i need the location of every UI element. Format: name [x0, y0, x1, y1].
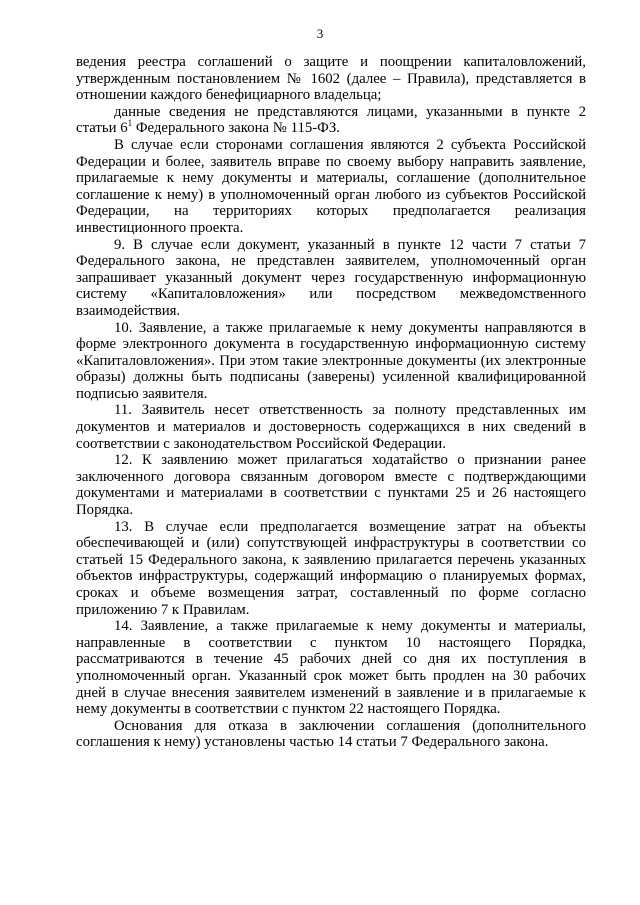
page-number: 3	[316, 26, 324, 41]
paragraph-item-11: 11. Заявитель несет ответственность за полноту представленных им документов и материалов и достоверность содержащихся в них сведений в соответствии с законодательством Российской Федерации.	[76, 402, 586, 452]
paragraph-item-14: 14. Заявление, а также прилагаемые к нему документы и материалы, направленные в соответствии с пунктом 10 настоящего Порядка, рассматриваются в течение 45 рабочих дней со дня их поступления в уполномоченный орган. Указанный срок может быть продлен на 30 рабочих дней в случае внесения заявителем изменений в заявление и в прилагаемые к нему документы в соответствии с пунктом 22 настоящего Порядка.	[76, 618, 586, 718]
paragraph-item-12: 12. К заявлению может прилагаться ходатайство о признании ранее заключенного договора связанным договором вместе с подтверждающими документами и материалами в соответствии с пунктами 25 и 26 настоящего Порядка.	[76, 452, 586, 519]
paragraph-item-9: 9. В случае если документ, указанный в пункте 12 части 7 статьи 7 Федерального закона, не представлен заявителем, уполномоченный орган запрашивает указанный документ через государственную информационную систему «Капиталовложения» или посредством межведомственного взаимодействия.	[76, 236, 586, 319]
superscript-article-index: 1	[127, 118, 133, 129]
paragraph-item-10: 10. Заявление, а также прилагаемые к нему документы направляются в форме электронного документа в государственную информационную систему «Капиталовложения». При этом такие электронные документы (их электронные образы) должны быть подписаны (заверены) усиленной квалифицированной подписью заявителя.	[76, 319, 586, 402]
paragraph-registry-continuation: ведения реестра соглашений о защите и поощрении капиталовложений, утвержденным постановлением № 1602 (далее – Правила), представляется в отношении каждого бенефициарного владельца;	[76, 54, 586, 104]
document-body	[76, 54, 586, 751]
paragraph-info-exemption-text: данные сведения не представляются лицами, указанными в пункте 2 статьи 6	[76, 103, 586, 137]
paragraph-item-13: 13. В случае если предполагается возмещение затрат на объекты обеспечивающей и (или) сопутствующей инфраструктуры в соответствии со статьей 15 Федерального закона, к заявлению прилагается перечень указанных объектов инфраструктуры, содержащий информацию о планируемых формах, сроках и объеме возмещения затрат, составленный по форме согласно приложению 7 к Правилам.	[76, 518, 586, 618]
paragraph-info-exemption-tail: Федерального закона № 115-ФЗ.	[132, 120, 340, 137]
paragraph-info-exemption	[76, 104, 586, 137]
paragraph-multiple-regions: В случае если сторонами соглашения являются 2 субъекта Российской Федерации и более, заявитель вправе по своему выбору направить заявление, прилагаемые к нему документы и материалы, соглашение (дополнительное соглашение к нему) в уполномоченный орган любого из субъектов Российской Федерации, на территориях которых предполагается реализация инвестиционного проекта.	[76, 136, 586, 236]
paragraph-refusal-grounds: Основания для отказа в заключении соглашения (дополнительного соглашения к нему) установлены частью 14 статьи 7 Федерального закона.	[76, 717, 586, 751]
